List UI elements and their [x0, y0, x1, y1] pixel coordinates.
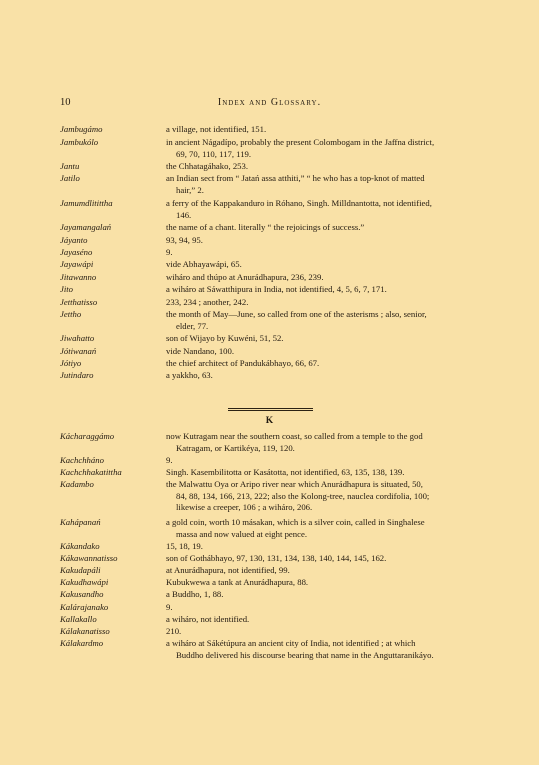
definition-line: Singh. Kasembilitotta or Kasátotta, not identified, 63, 135, 138, 139.: [166, 467, 405, 477]
entry-definition: [166, 222, 484, 234]
entry-headword: Kákandako: [60, 541, 100, 551]
definition-line: wiháro and thúpo at Anurádhapura, 236, 239.: [166, 272, 324, 282]
definition-line: 9.: [166, 455, 173, 465]
definition-line: 9.: [166, 602, 173, 612]
entry-headword: Jambugámo: [60, 124, 103, 134]
entry-headword: Jambukólo: [60, 137, 99, 147]
entry-headword: Jótiyo: [60, 358, 82, 368]
entry-definition: [166, 614, 484, 626]
entry-definition: [166, 467, 484, 479]
definition-line: 84, 88, 134, 166, 213, 222; also the Kolong-tree, nauclea cordifolia, 100;: [176, 490, 430, 501]
definition-line: Buddho delivered his discourse bearing that name in the Anguttaranikáyo.: [176, 649, 434, 660]
entry-headword: Jamumdlitittha: [60, 198, 113, 208]
page-header: [0, 97, 539, 111]
entry-headword: Kakudapáli: [60, 565, 101, 575]
entry-definition: [166, 259, 484, 271]
entry-headword: Jutindaro: [60, 370, 94, 380]
entry-headword: Jayamangalań: [60, 222, 112, 232]
definition-line: 233, 234 ; another, 242.: [166, 297, 249, 307]
definition-line: Katragam, or Kartikéya, 119, 120.: [176, 442, 295, 453]
entry-definition: [166, 565, 484, 577]
section-rule-thin: [228, 410, 313, 411]
entry-headword: Kálakardmo: [60, 638, 104, 648]
definition-line: 93, 94, 95.: [166, 235, 203, 245]
definition-line: at Anurádhapura, not identified, 99.: [166, 565, 290, 575]
entry-headword: Jitawanno: [60, 272, 97, 282]
definition-line: a wiháro at Sákétúpura an ancient city of India, not identified ; at which: [166, 638, 416, 648]
entry-definition: [166, 137, 484, 160]
entry-headword: Kahápanań: [60, 517, 101, 527]
entry-definition: [166, 346, 484, 358]
entry-definition: [166, 541, 484, 553]
definition-line: a Buddho, 1, 88.: [166, 589, 224, 599]
entry-definition: [166, 479, 484, 514]
definition-line: son of Gothábhayo, 97, 130, 131, 134, 138, 140, 144, 145, 162.: [166, 553, 387, 563]
definition-line: in ancient Nágadípo, probably the present Colombogam in the Jaffna district,: [166, 137, 435, 147]
definition-line: a gold coin, worth 10 másakan, which is a silver coin, called in Singhalese: [166, 517, 425, 527]
entry-headword: Jayawápi: [60, 259, 94, 269]
definition-line: the Malwattu Oya or Aripo river near which Anurádhapura is situated, 50,: [166, 479, 423, 489]
entry-headword: Jiwahatto: [60, 333, 95, 343]
section-heading: K: [265, 416, 274, 426]
entry-headword: Kácharaggámo: [60, 431, 115, 441]
entry-definition: [166, 602, 484, 614]
entry-headword: Jettho: [60, 309, 82, 319]
entry-headword: Kachchhakatittha: [60, 467, 122, 477]
running-title: Index and Glossary.: [217, 97, 322, 108]
section-rule: [228, 408, 313, 409]
definition-line: 15, 18, 19.: [166, 541, 203, 551]
definition-line: a ferry of the Kappakanduro in Róhano, Singh. Milldnantotta, not identified,: [166, 198, 432, 208]
definition-line: 9.: [166, 247, 173, 257]
definition-line: an Indian sect from “ Jatań assa atthiti,” “ he who has a top-knot of matted: [166, 173, 425, 183]
entry-headword: Jótiwanań: [60, 346, 97, 356]
entry-definition: [166, 358, 484, 370]
definition-line: 146.: [176, 209, 192, 220]
entry-definition: [166, 161, 484, 173]
entry-headword: Jantu: [60, 161, 80, 171]
page-number: 10: [60, 97, 71, 108]
entry-definition: [166, 297, 484, 309]
definition-line: 69, 70, 110, 117, 119.: [176, 148, 252, 159]
entry-definition: [166, 589, 484, 601]
definition-line: a village, not identified, 151.: [166, 124, 267, 134]
entry-headword: Jáyanto: [60, 235, 88, 245]
entry-definition: [166, 626, 484, 638]
definition-line: now Kutragam near the southern coast, so called from a temple to the god: [166, 431, 423, 441]
entry-headword: Kákawannatisso: [60, 553, 118, 563]
entry-headword: Jito: [60, 284, 74, 294]
entry-headword: Kálakanatisso: [60, 626, 110, 636]
entry-definition: [166, 370, 484, 382]
entry-headword: Kallakallo: [60, 614, 97, 624]
definition-line: a wiháro at Sáwatthipura in India, not identified, 4, 5, 6, 7, 171.: [166, 284, 387, 294]
definition-line: vide Abhayawápi, 65.: [166, 259, 242, 269]
entry-headword: Jayaséno: [60, 247, 93, 257]
entry-definition: [166, 333, 484, 345]
definition-line: vide Nandano, 100.: [166, 346, 235, 356]
entry-headword: Kakusandho: [60, 589, 104, 599]
definition-line: Kubukwewa a tank at Anurádhapura, 88.: [166, 577, 309, 587]
definition-line: the month of May—June, so called from one of the asterisms ; also, senior,: [166, 309, 427, 319]
entry-definition: [166, 517, 484, 540]
entry-headword: Kalárajanako: [60, 602, 109, 612]
entry-definition: [166, 124, 484, 136]
entry-definition: [166, 553, 484, 565]
entry-headword: Kachchháno: [60, 455, 104, 465]
definition-line: the chief architect of Pandukábhayo, 66, 67.: [166, 358, 320, 368]
entry-definition: [166, 173, 484, 196]
definition-line: the Chhatagáhako, 253.: [166, 161, 249, 171]
definition-line: a wiháro, not identified.: [166, 614, 250, 624]
definition-line: elder, 77.: [176, 320, 209, 331]
entry-headword: Kakudhawápi: [60, 577, 109, 587]
entry-definition: [166, 577, 484, 589]
definition-line: the name of a chant. literally “ the rejoicings of success.”: [166, 222, 365, 232]
entry-headword: Kadambo: [60, 479, 94, 489]
entry-definition: [166, 309, 484, 332]
entry-definition: [166, 272, 484, 284]
entry-headword: Jatilo: [60, 173, 80, 183]
definition-line: 210.: [166, 626, 182, 636]
entry-definition: [166, 638, 484, 661]
entry-definition: [166, 235, 484, 247]
entry-definition: [166, 198, 484, 221]
entry-definition: [166, 431, 484, 454]
entry-definition: [166, 455, 484, 467]
definition-line: son of Wijayo by Kuwéni, 51, 52.: [166, 333, 284, 343]
entry-headword: Jetthatisso: [60, 297, 98, 307]
definition-line: a yakkho, 63.: [166, 370, 213, 380]
definition-line: hair,” 2.: [176, 184, 204, 195]
definition-line: likewise a creeper, 106 ; a wiháro, 206.: [176, 502, 313, 513]
definition-line: massa and now valued at eight pence.: [176, 528, 307, 539]
entry-definition: [166, 284, 484, 296]
entry-definition: [166, 247, 484, 259]
